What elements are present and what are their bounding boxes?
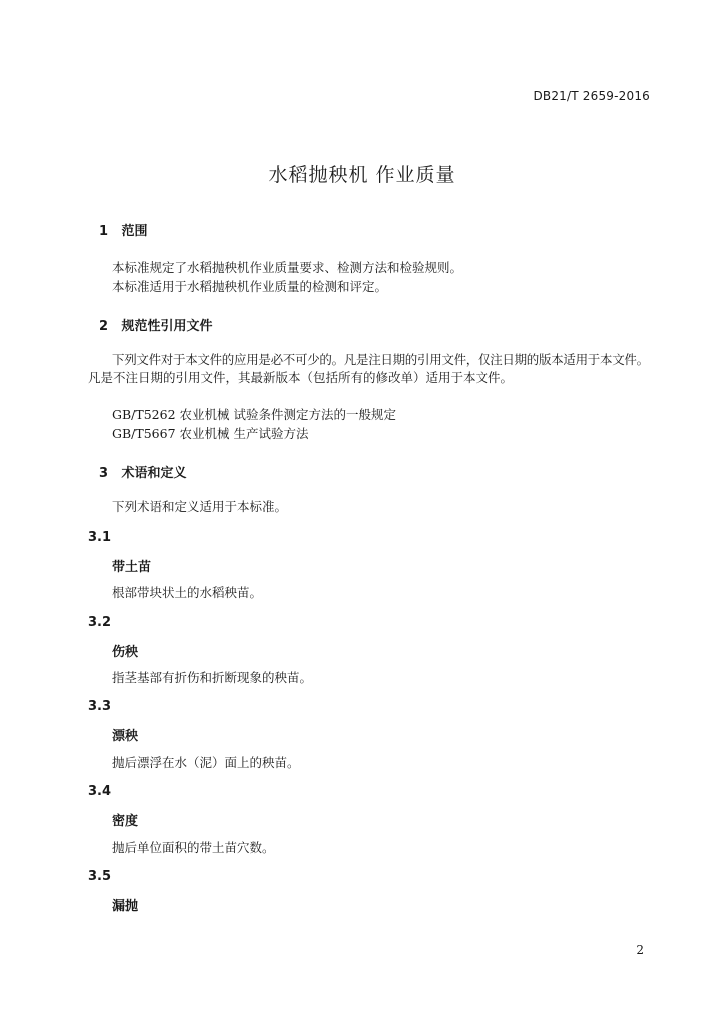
page-number: 2	[636, 943, 644, 957]
term-title: 伤秧	[112, 645, 139, 660]
subsection-number: 3.3	[88, 699, 112, 714]
term-title: 密度	[112, 814, 139, 829]
subsection-number: 3.5	[88, 869, 112, 884]
reference-item: GB/T5262 农业机械 试验条件测定方法的一般规定	[112, 407, 396, 422]
section-heading-terms	[99, 462, 187, 481]
section-title: 规范性引用文件	[121, 319, 213, 334]
standard-code: DB21/T 2659-2016	[533, 89, 650, 103]
subsection-number: 3.4	[88, 784, 112, 799]
term-definition: 根部带块状土的水稻秧苗。	[112, 585, 263, 600]
section-number: 2	[99, 319, 109, 334]
paragraph: 本标准适用于水稻抛秧机作业质量的检测和评定。	[112, 279, 388, 294]
section-number: 3	[99, 466, 109, 481]
paragraph: 凡是不注日期的引用文件，其最新版本（包括所有的修改单）适用于本文件。	[88, 370, 514, 385]
section-title: 范围	[121, 224, 148, 239]
reference-item: GB/T5667 农业机械 生产试验方法	[112, 426, 309, 441]
section-number: 1	[99, 224, 109, 239]
subsection-number: 3.1	[88, 530, 112, 545]
term-definition: 抛后单位面积的带土苗穴数。	[112, 840, 275, 855]
term-title: 带土苗	[112, 560, 152, 575]
term-definition: 抛后漂浮在水（泥）面上的秧苗。	[112, 755, 300, 770]
subsection-number: 3.2	[88, 615, 112, 630]
paragraph: 下列术语和定义适用于本标准。	[112, 499, 288, 514]
section-heading-scope	[99, 220, 148, 239]
paragraph: 本标准规定了水稻抛秧机作业质量要求、检测方法和检验规则。	[112, 260, 463, 275]
section-heading-normative-references	[99, 315, 213, 334]
term-definition: 指茎基部有折伤和折断现象的秧苗。	[112, 670, 313, 685]
paragraph: 下列文件对于本文件的应用是必不可少的。凡是注日期的引用文件，仅注日期的版本适用于本文件。	[112, 352, 649, 367]
term-title: 漂秧	[112, 729, 139, 744]
document-title: 水稻抛秧机 作业质量	[268, 164, 456, 186]
term-title: 漏抛	[112, 899, 139, 914]
section-title: 术语和定义	[121, 466, 187, 481]
